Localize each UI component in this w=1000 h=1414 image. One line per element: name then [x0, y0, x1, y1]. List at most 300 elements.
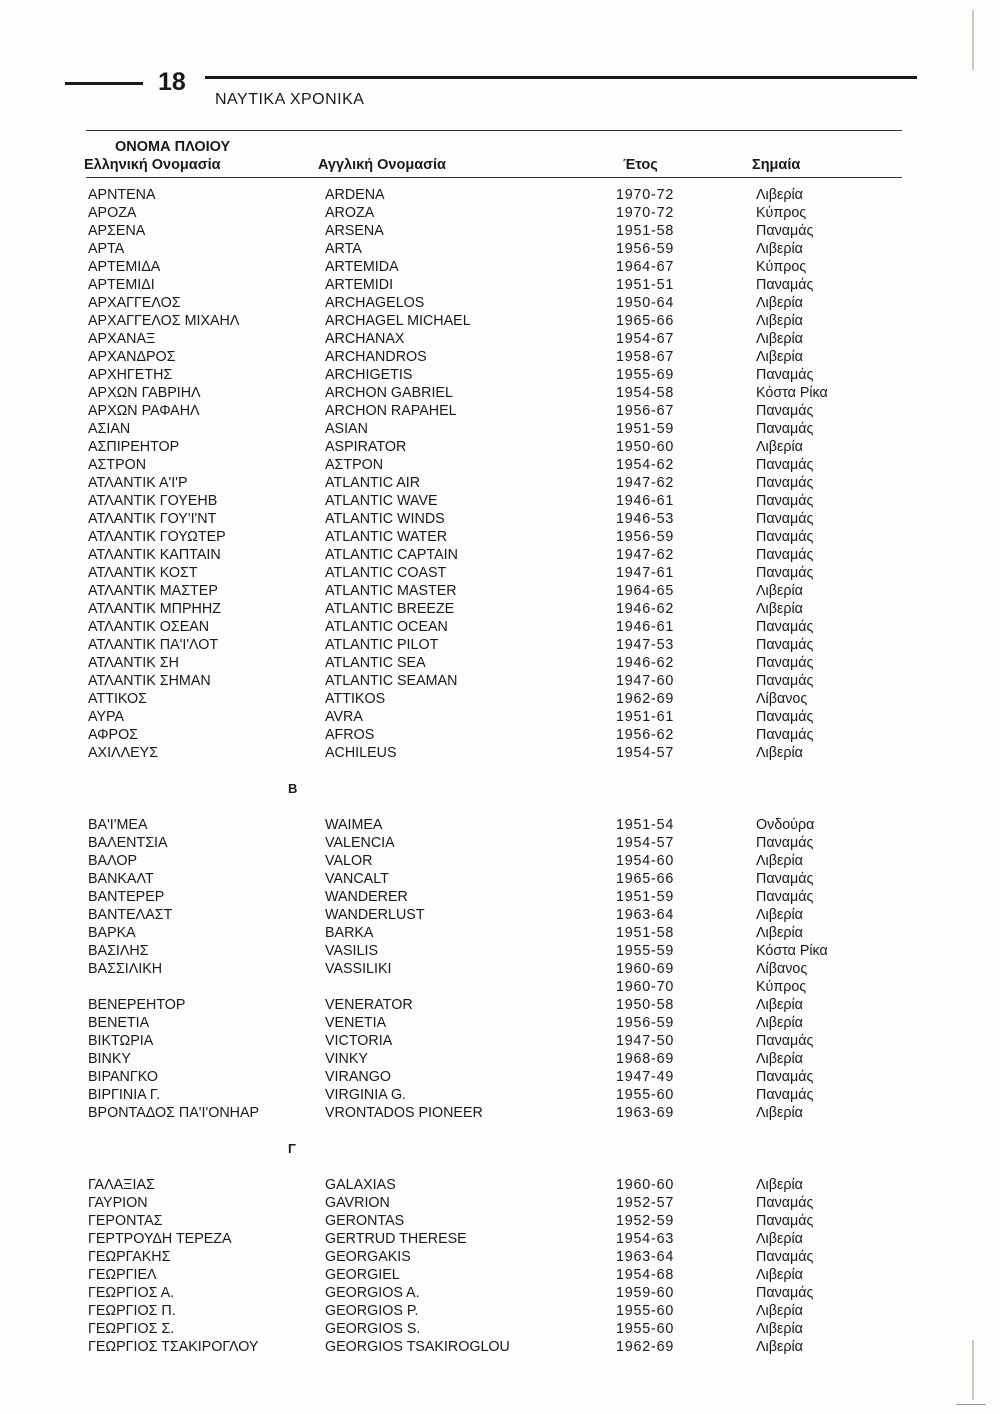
table-row: [0, 186, 1000, 204]
year-cell: 1962-69: [616, 1339, 675, 1355]
table-row: [0, 1320, 1000, 1338]
english-name-cell: VICTORIA: [325, 1033, 393, 1049]
year-cell: 1956-62: [616, 727, 675, 743]
english-name-cell: VINKY: [325, 1051, 368, 1067]
table-row: [0, 1248, 1000, 1266]
table-row: [0, 1194, 1000, 1212]
year-cell: 1956-59: [616, 1015, 675, 1031]
flag-cell: Λιβερία: [756, 331, 803, 347]
greek-name-cell: ΒΑΛΕΝΤΣΙΑ: [88, 835, 168, 851]
greek-name-cell: ΓΕΩΡΓΑΚΗΣ: [88, 1249, 171, 1265]
greek-name-cell: ΑΤΛΑΝΤΙΚ ΚΑΠΤΑΙΝ: [88, 547, 221, 563]
table-row: [0, 438, 1000, 456]
english-name-cell: WANDERLUST: [325, 907, 425, 923]
flag-cell: Παναμάς: [756, 655, 814, 671]
greek-name-cell: ΑΡΝΤΕΝΑ: [88, 187, 156, 203]
english-name-cell: GEORGAKIS: [325, 1249, 411, 1265]
flag-cell: Παναμάς: [756, 421, 814, 437]
year-cell: 1954-67: [616, 331, 675, 347]
year-cell: 1955-60: [616, 1303, 675, 1319]
year-cell: 1962-69: [616, 691, 675, 707]
table-row: [0, 1284, 1000, 1302]
greek-name-cell: ΒΑΝΤΕΡΕΡ: [88, 889, 165, 905]
table-row: [0, 1212, 1000, 1230]
table-row: [0, 582, 1000, 600]
flag-cell: Κύπρος: [756, 205, 807, 221]
section-letter-c: [0, 1140, 1000, 1158]
column-group-title: ΟΝΟΜΑ ΠΛΟΙΟΥ: [115, 139, 231, 155]
table-row: [0, 1014, 1000, 1032]
ship-table: [0, 186, 1000, 1356]
english-name-cell: VASILIS: [325, 943, 378, 959]
english-name-cell: ATTIKOS: [325, 691, 386, 707]
year-cell: 1964-65: [616, 583, 675, 599]
flag-cell: Παναμάς: [756, 223, 814, 239]
table-row: [0, 546, 1000, 564]
year-cell: 1970-72: [616, 187, 675, 203]
greek-name-cell: ΒΑΝΤΕΛΑΣΤ: [88, 907, 173, 923]
greek-name-cell: ΒΙΡΓΙΝΙΑ Γ.: [88, 1087, 161, 1103]
table-row: [0, 528, 1000, 546]
english-name-cell: GAVRION: [325, 1195, 390, 1211]
greek-name-cell: ΒΙΚΤΩΡΙΑ: [88, 1033, 154, 1049]
table-row: [0, 600, 1000, 618]
table-row: [0, 636, 1000, 654]
greek-name-cell: ΓΕΩΡΓΙΟΣ Α.: [88, 1285, 175, 1301]
english-name-cell: ARCHON GABRIEL: [325, 385, 453, 401]
flag-cell: Κύπρος: [756, 259, 807, 275]
flag-cell: Λιβερία: [756, 745, 803, 761]
english-name-cell: WAIMEA: [325, 817, 383, 833]
year-cell: 1951-59: [616, 889, 675, 905]
table-row: [0, 852, 1000, 870]
year-cell: 1965-66: [616, 313, 675, 329]
greek-name-cell: ΑΧΙΛΛΕΥΣ: [88, 745, 159, 761]
flag-cell: Λιβερία: [756, 313, 803, 329]
english-name-cell: GEORGIOS A.: [325, 1285, 420, 1301]
table-row: [0, 654, 1000, 672]
year-cell: 1956-59: [616, 241, 675, 257]
year-cell: 1950-60: [616, 439, 675, 455]
section-letter-b-text: Β: [288, 781, 298, 796]
table-top-rule: [86, 130, 902, 131]
table-row: [0, 240, 1000, 258]
year-cell: 1955-69: [616, 367, 675, 383]
flag-cell: Λιβερία: [756, 187, 803, 203]
table-row: [0, 564, 1000, 582]
english-name-cell: ARCHIGETIS: [325, 367, 413, 383]
greek-name-cell: ΑΡΤΑ: [88, 241, 125, 257]
greek-name-cell: ΑΡΤΕΜΙΔΑ: [88, 259, 161, 275]
year-cell: 1968-69: [616, 1051, 675, 1067]
year-cell: 1960-60: [616, 1177, 675, 1193]
greek-name-cell: ΒΑ'Ι'ΜΕΑ: [88, 817, 148, 833]
year-cell: 1955-60: [616, 1087, 675, 1103]
year-cell: 1946-61: [616, 493, 675, 509]
column-header-greek: Ελληνική Ονομασία: [84, 157, 221, 173]
year-cell: 1956-67: [616, 403, 675, 419]
flag-cell: Παναμάς: [756, 835, 814, 851]
english-name-cell: ATLANTIC BREEZE: [325, 601, 455, 617]
year-cell: 1951-54: [616, 817, 675, 833]
greek-name-cell: ΒΕΝΕΤΙΑ: [88, 1015, 150, 1031]
table-row: [0, 942, 1000, 960]
table-row: [0, 510, 1000, 528]
table-row: [0, 294, 1000, 312]
year-cell: 1958-67: [616, 349, 675, 365]
english-name-cell: ATLANTIC COAST: [325, 565, 447, 581]
table-row: [0, 906, 1000, 924]
table-row: [0, 384, 1000, 402]
english-name-cell: ASIAN: [325, 421, 368, 437]
english-name-cell: GERONTAS: [325, 1213, 405, 1229]
greek-name-cell: ΒΑΝΚΑΛΤ: [88, 871, 154, 887]
column-header-year: Έτος: [623, 157, 658, 173]
flag-cell: Παναμάς: [756, 529, 814, 545]
year-cell: 1947-60: [616, 673, 675, 689]
greek-name-cell: ΑΤΛΑΝΤΙΚ ΣΗ: [88, 655, 179, 671]
english-name-cell: ARSENA: [325, 223, 384, 239]
table-row: [0, 870, 1000, 888]
flag-cell: Παναμάς: [756, 871, 814, 887]
flag-cell: Λιβερία: [756, 295, 803, 311]
year-cell: 1947-62: [616, 475, 675, 491]
year-cell: 1954-57: [616, 835, 675, 851]
table-row: [0, 492, 1000, 510]
english-name-cell: ARCHANAX: [325, 331, 405, 347]
english-name-cell: ARCHAGELOS: [325, 295, 425, 311]
greek-name-cell: ΒΑΡΚΑ: [88, 925, 136, 941]
year-cell: 1963-69: [616, 1105, 675, 1121]
table-row: [0, 312, 1000, 330]
page-header: [0, 0, 1000, 110]
greek-name-cell: ΑΡΧΩΝ ΡΑΦΑΗΛ: [88, 403, 200, 419]
greek-name-cell: ΑΡΤΕΜΙΔΙ: [88, 277, 155, 293]
table-row: [0, 1302, 1000, 1320]
greek-name-cell: ΒΕΝΕΡΕΗΤΟΡ: [88, 997, 186, 1013]
flag-cell: Παναμάς: [756, 1249, 814, 1265]
flag-cell: Κύπρος: [756, 979, 807, 995]
greek-name-cell: ΑΡΧΑΝΑΞ: [88, 331, 156, 347]
table-row: [0, 1266, 1000, 1284]
english-name-cell: AFROS: [325, 727, 375, 743]
section-c-rows: [0, 1176, 1000, 1356]
table-row: [0, 474, 1000, 492]
year-cell: 1951-59: [616, 421, 675, 437]
greek-name-cell: ΓΕΩΡΓΙΟΣ Σ.: [88, 1321, 175, 1337]
table-row: [0, 1086, 1000, 1104]
greek-name-cell: ΑΤΛΑΝΤΙΚ ΓΟΥ'Ι'ΝΤ: [88, 511, 217, 527]
greek-name-cell: ΒΡΟΝΤΑΔΟΣ ΠΑ'Ι'ΟΝΗΑΡ: [88, 1105, 260, 1121]
english-name-cell: ASPIRATOR: [325, 439, 407, 455]
flag-cell: Παναμάς: [756, 1087, 814, 1103]
flag-cell: Παναμάς: [756, 403, 814, 419]
greek-name-cell: ΒΑΛΟΡ: [88, 853, 137, 869]
english-name-cell: AVRA: [325, 709, 363, 725]
flag-cell: Λιβερία: [756, 1051, 803, 1067]
greek-name-cell: ΑΡΧΗΓΕΤΗΣ: [88, 367, 173, 383]
year-cell: 1954-57: [616, 745, 675, 761]
table-row: [0, 222, 1000, 240]
section-letter-b: [0, 780, 1000, 798]
english-name-cell: VALOR: [325, 853, 373, 869]
column-header-english: Αγγλική Ονομασία: [318, 157, 446, 173]
english-name-cell: VIRGINIA G.: [325, 1087, 407, 1103]
column-header-flag: Σημαία: [752, 157, 801, 173]
flag-cell: Παναμάς: [756, 727, 814, 743]
year-cell: 1960-69: [616, 961, 675, 977]
flag-cell: Λιβερία: [756, 1303, 803, 1319]
table-row: [0, 834, 1000, 852]
english-name-cell: GEORGIOS TSAKIROGLOU: [325, 1339, 510, 1355]
english-name-cell: AROZA: [325, 205, 375, 221]
year-cell: 1955-60: [616, 1321, 675, 1337]
year-cell: 1965-66: [616, 871, 675, 887]
english-name-cell: ARCHON RAPAHEL: [325, 403, 457, 419]
greek-name-cell: ΑΣΠΙΡΕΗΤΟΡ: [88, 439, 180, 455]
year-cell: 1946-62: [616, 601, 675, 617]
english-name-cell: BARKA: [325, 925, 374, 941]
scan-edge-mark: [972, 10, 974, 70]
flag-cell: Παναμάς: [756, 889, 814, 905]
table-row: [0, 258, 1000, 276]
flag-cell: Παναμάς: [756, 493, 814, 509]
english-name-cell: ATLANTIC CAPTAIN: [325, 547, 458, 563]
year-cell: 1964-67: [616, 259, 675, 275]
flag-cell: Παναμάς: [756, 709, 814, 725]
greek-name-cell: ΑΥΡΑ: [88, 709, 125, 725]
table-row: [0, 330, 1000, 348]
english-name-cell: GALAXIAS: [325, 1177, 396, 1193]
greek-name-cell: ΑΡΧΑΝΔΡΟΣ: [88, 349, 176, 365]
year-cell: 1954-68: [616, 1267, 675, 1283]
table-row: [0, 978, 1000, 996]
greek-name-cell: ΓΕΩΡΓΙΟΣ Π.: [88, 1303, 176, 1319]
english-name-cell: GERTRUD THERESE: [325, 1231, 467, 1247]
table-row: [0, 456, 1000, 474]
flag-cell: Λιβερία: [756, 349, 803, 365]
table-row: [0, 1104, 1000, 1122]
greek-name-cell: ΑΤΛΑΝΤΙΚ ΠΑ'Ι'ΛΟΤ: [88, 637, 219, 653]
table-row: [0, 366, 1000, 384]
english-name-cell: VENETIA: [325, 1015, 387, 1031]
greek-name-cell: ΑΣΙΑΝ: [88, 421, 131, 437]
year-cell: 1947-50: [616, 1033, 675, 1049]
english-name-cell: VRONTADOS PIONEER: [325, 1105, 483, 1121]
year-cell: 1947-49: [616, 1069, 675, 1085]
flag-cell: Κόστα Ρίκα: [756, 943, 828, 959]
english-name-cell: GEORGIEL: [325, 1267, 400, 1283]
table-row: [0, 1050, 1000, 1068]
table-row: [0, 1230, 1000, 1248]
english-name-cell: ACHILEUS: [325, 745, 397, 761]
greek-name-cell: ΒΑΣΣΙΛΙΚΗ: [88, 961, 163, 977]
greek-name-cell: ΓΑΛΑΞΙΑΣ: [88, 1177, 155, 1193]
scan-edge-mark-bottom: [972, 1340, 974, 1400]
flag-cell: Λιβερία: [756, 1015, 803, 1031]
year-cell: 1946-53: [616, 511, 675, 527]
flag-cell: Λιβερία: [756, 1339, 803, 1355]
year-cell: 1960-70: [616, 979, 675, 995]
year-cell: 1951-61: [616, 709, 675, 725]
year-cell: 1959-60: [616, 1285, 675, 1301]
year-cell: 1947-61: [616, 565, 675, 581]
year-cell: 1955-59: [616, 943, 675, 959]
table-row: [0, 708, 1000, 726]
table-row: [0, 1338, 1000, 1356]
table-row: [0, 960, 1000, 978]
greek-name-cell: ΑΤΛΑΝΤΙΚ Α'Ι'Ρ: [88, 475, 188, 491]
greek-name-cell: ΑΡΧΩΝ ΓΑΒΡΙΗΛ: [88, 385, 201, 401]
greek-name-cell: ΑΡΧΑΓΓΕΛΟΣ ΜΙΧΑΗΛ: [88, 313, 240, 329]
greek-name-cell: ΑΤΛΑΝΤΙΚ ΓΟΥΩΤΕΡ: [88, 529, 226, 545]
english-name-cell: ATLANTIC WAVE: [325, 493, 438, 509]
english-name-cell: VALENCIA: [325, 835, 395, 851]
flag-cell: Παναμάς: [756, 1069, 814, 1085]
flag-cell: Παναμάς: [756, 565, 814, 581]
year-cell: 1946-62: [616, 655, 675, 671]
greek-name-cell: ΑΡΣΕΝΑ: [88, 223, 146, 239]
table-row: [0, 348, 1000, 366]
year-cell: 1954-58: [616, 385, 675, 401]
flag-cell: Παναμάς: [756, 1213, 814, 1229]
year-cell: 1963-64: [616, 907, 675, 923]
section-a-rows: [0, 186, 1000, 762]
section-b-rows: [0, 816, 1000, 1122]
year-cell: 1954-60: [616, 853, 675, 869]
greek-name-cell: ΑΤΛΑΝΤΙΚ ΣΗΜΑΝ: [88, 673, 211, 689]
flag-cell: Παναμάς: [756, 637, 814, 653]
greek-name-cell: ΓΕΡΟΝΤΑΣ: [88, 1213, 163, 1229]
english-name-cell: ARDENA: [325, 187, 385, 203]
year-cell: 1950-58: [616, 997, 675, 1013]
english-name-cell: ARTEMIDA: [325, 259, 399, 275]
flag-cell: Παναμάς: [756, 475, 814, 491]
english-name-cell: ARTA: [325, 241, 362, 257]
greek-name-cell: ΓΕΩΡΓΙΟΣ ΤΣΑΚΙΡΟΓΛΟΥ: [88, 1339, 259, 1355]
flag-cell: Ονδούρα: [756, 817, 815, 833]
table-row: [0, 204, 1000, 222]
flag-cell: Λιβερία: [756, 241, 803, 257]
table-row: [0, 618, 1000, 636]
table-row: [0, 690, 1000, 708]
year-cell: 1954-62: [616, 457, 675, 473]
year-cell: 1947-62: [616, 547, 675, 563]
flag-cell: Κόστα Ρίκα: [756, 385, 828, 401]
greek-name-cell: ΑΤΛΑΝΤΙΚ ΟΣΕΑΝ: [88, 619, 210, 635]
section-letter-c-text: Γ: [288, 1141, 296, 1156]
english-name-cell: ATLANTIC OCEAN: [325, 619, 448, 635]
journal-title: ΝΑΥΤΙΚΑ ΧΡΟΝΙΚΑ: [215, 91, 365, 108]
greek-name-cell: ΓΑΥΡΙΟΝ: [88, 1195, 148, 1211]
greek-name-cell: ΑΡΧΑΓΓΕΛΟΣ: [88, 295, 181, 311]
year-cell: 1946-61: [616, 619, 675, 635]
year-cell: 1951-51: [616, 277, 675, 293]
table-row: [0, 1032, 1000, 1050]
english-name-cell: ATLANTIC SEAMAN: [325, 673, 458, 689]
flag-cell: Παναμάς: [756, 619, 814, 635]
english-name-cell: VANCALT: [325, 871, 389, 887]
flag-cell: Παναμάς: [756, 457, 814, 473]
flag-cell: Παναμάς: [756, 511, 814, 527]
year-cell: 1952-59: [616, 1213, 675, 1229]
flag-cell: Λιβερία: [756, 907, 803, 923]
greek-name-cell: ΑΣΤΡΟΝ: [88, 457, 147, 473]
english-name-cell: ARCHANDROS: [325, 349, 427, 365]
flag-cell: Λιβερία: [756, 439, 803, 455]
year-cell: 1951-58: [616, 223, 675, 239]
header-rule-right: [205, 76, 917, 79]
flag-cell: Λιβερία: [756, 583, 803, 599]
greek-name-cell: ΑΦΡΟΣ: [88, 727, 139, 743]
english-name-cell: ARTEMIDI: [325, 277, 394, 293]
greek-name-cell: ΑΤΛΑΝΤΙΚ ΜΑΣΤΕΡ: [88, 583, 218, 599]
flag-cell: Παναμάς: [756, 367, 814, 383]
greek-name-cell: ΒΙΝΚΥ: [88, 1051, 131, 1067]
year-cell: 1952-57: [616, 1195, 675, 1211]
year-cell: 1950-64: [616, 295, 675, 311]
flag-cell: Παναμάς: [756, 1033, 814, 1049]
table-row: [0, 888, 1000, 906]
table-row: [0, 744, 1000, 762]
flag-cell: Λιβερία: [756, 1231, 803, 1247]
greek-name-cell: ΑΤΛΑΝΤΙΚ ΚΟΣΤ: [88, 565, 198, 581]
table-row: [0, 672, 1000, 690]
scan-corner-mark: [956, 1404, 986, 1405]
english-name-cell: ATLANTIC WINDS: [325, 511, 445, 527]
english-name-cell: ATLANTIC WATER: [325, 529, 448, 545]
english-name-cell: ATLANTIC SEA: [325, 655, 426, 671]
table-row: [0, 420, 1000, 438]
english-name-cell: WANDERER: [325, 889, 408, 905]
english-name-cell: ARCHAGEL MICHAEL: [325, 313, 471, 329]
year-cell: 1963-64: [616, 1249, 675, 1265]
greek-name-cell: ΓΕΩΡΓΙΕΛ: [88, 1267, 157, 1283]
english-name-cell: ATLANTIC MASTER: [325, 583, 457, 599]
flag-cell: Λιβερία: [756, 997, 803, 1013]
flag-cell: Παναμάς: [756, 547, 814, 563]
flag-cell: Λιβερία: [756, 925, 803, 941]
greek-name-cell: ΑΤΛΑΝΤΙΚ ΓΟΥΕΗΒ: [88, 493, 218, 509]
year-cell: 1954-63: [616, 1231, 675, 1247]
table-row: [0, 276, 1000, 294]
table-row: [0, 1176, 1000, 1194]
english-name-cell: VENERATOR: [325, 997, 413, 1013]
english-name-cell: GEORGIOS S.: [325, 1321, 421, 1337]
year-cell: 1951-58: [616, 925, 675, 941]
greek-name-cell: ΒΑΣΙΛΗΣ: [88, 943, 149, 959]
flag-cell: Παναμάς: [756, 1195, 814, 1211]
flag-cell: Παναμάς: [756, 1285, 814, 1301]
flag-cell: Λιβερία: [756, 1267, 803, 1283]
greek-name-cell: ΑΤΤΙΚΟΣ: [88, 691, 147, 707]
table-header-rule: [86, 177, 902, 178]
table-row: [0, 1068, 1000, 1086]
flag-cell: Παναμάς: [756, 277, 814, 293]
english-name-cell: ΑΣΤΡΟΝ: [325, 457, 384, 473]
flag-cell: Λίβανος: [756, 691, 808, 707]
flag-cell: Λίβανος: [756, 961, 808, 977]
flag-cell: Λιβερία: [756, 853, 803, 869]
flag-cell: Λιβερία: [756, 1105, 803, 1121]
english-name-cell: GEORGIOS P.: [325, 1303, 419, 1319]
english-name-cell: VASSILIKI: [325, 961, 392, 977]
greek-name-cell: ΓΕΡΤΡΟΥΔΗ ΤΕΡΕΖΑ: [88, 1231, 232, 1247]
flag-cell: Λιβερία: [756, 1177, 803, 1193]
flag-cell: Λιβερία: [756, 601, 803, 617]
greek-name-cell: ΒΙΡΑΝΓΚΟ: [88, 1069, 158, 1085]
greek-name-cell: ΑΡΟΖΑ: [88, 205, 137, 221]
